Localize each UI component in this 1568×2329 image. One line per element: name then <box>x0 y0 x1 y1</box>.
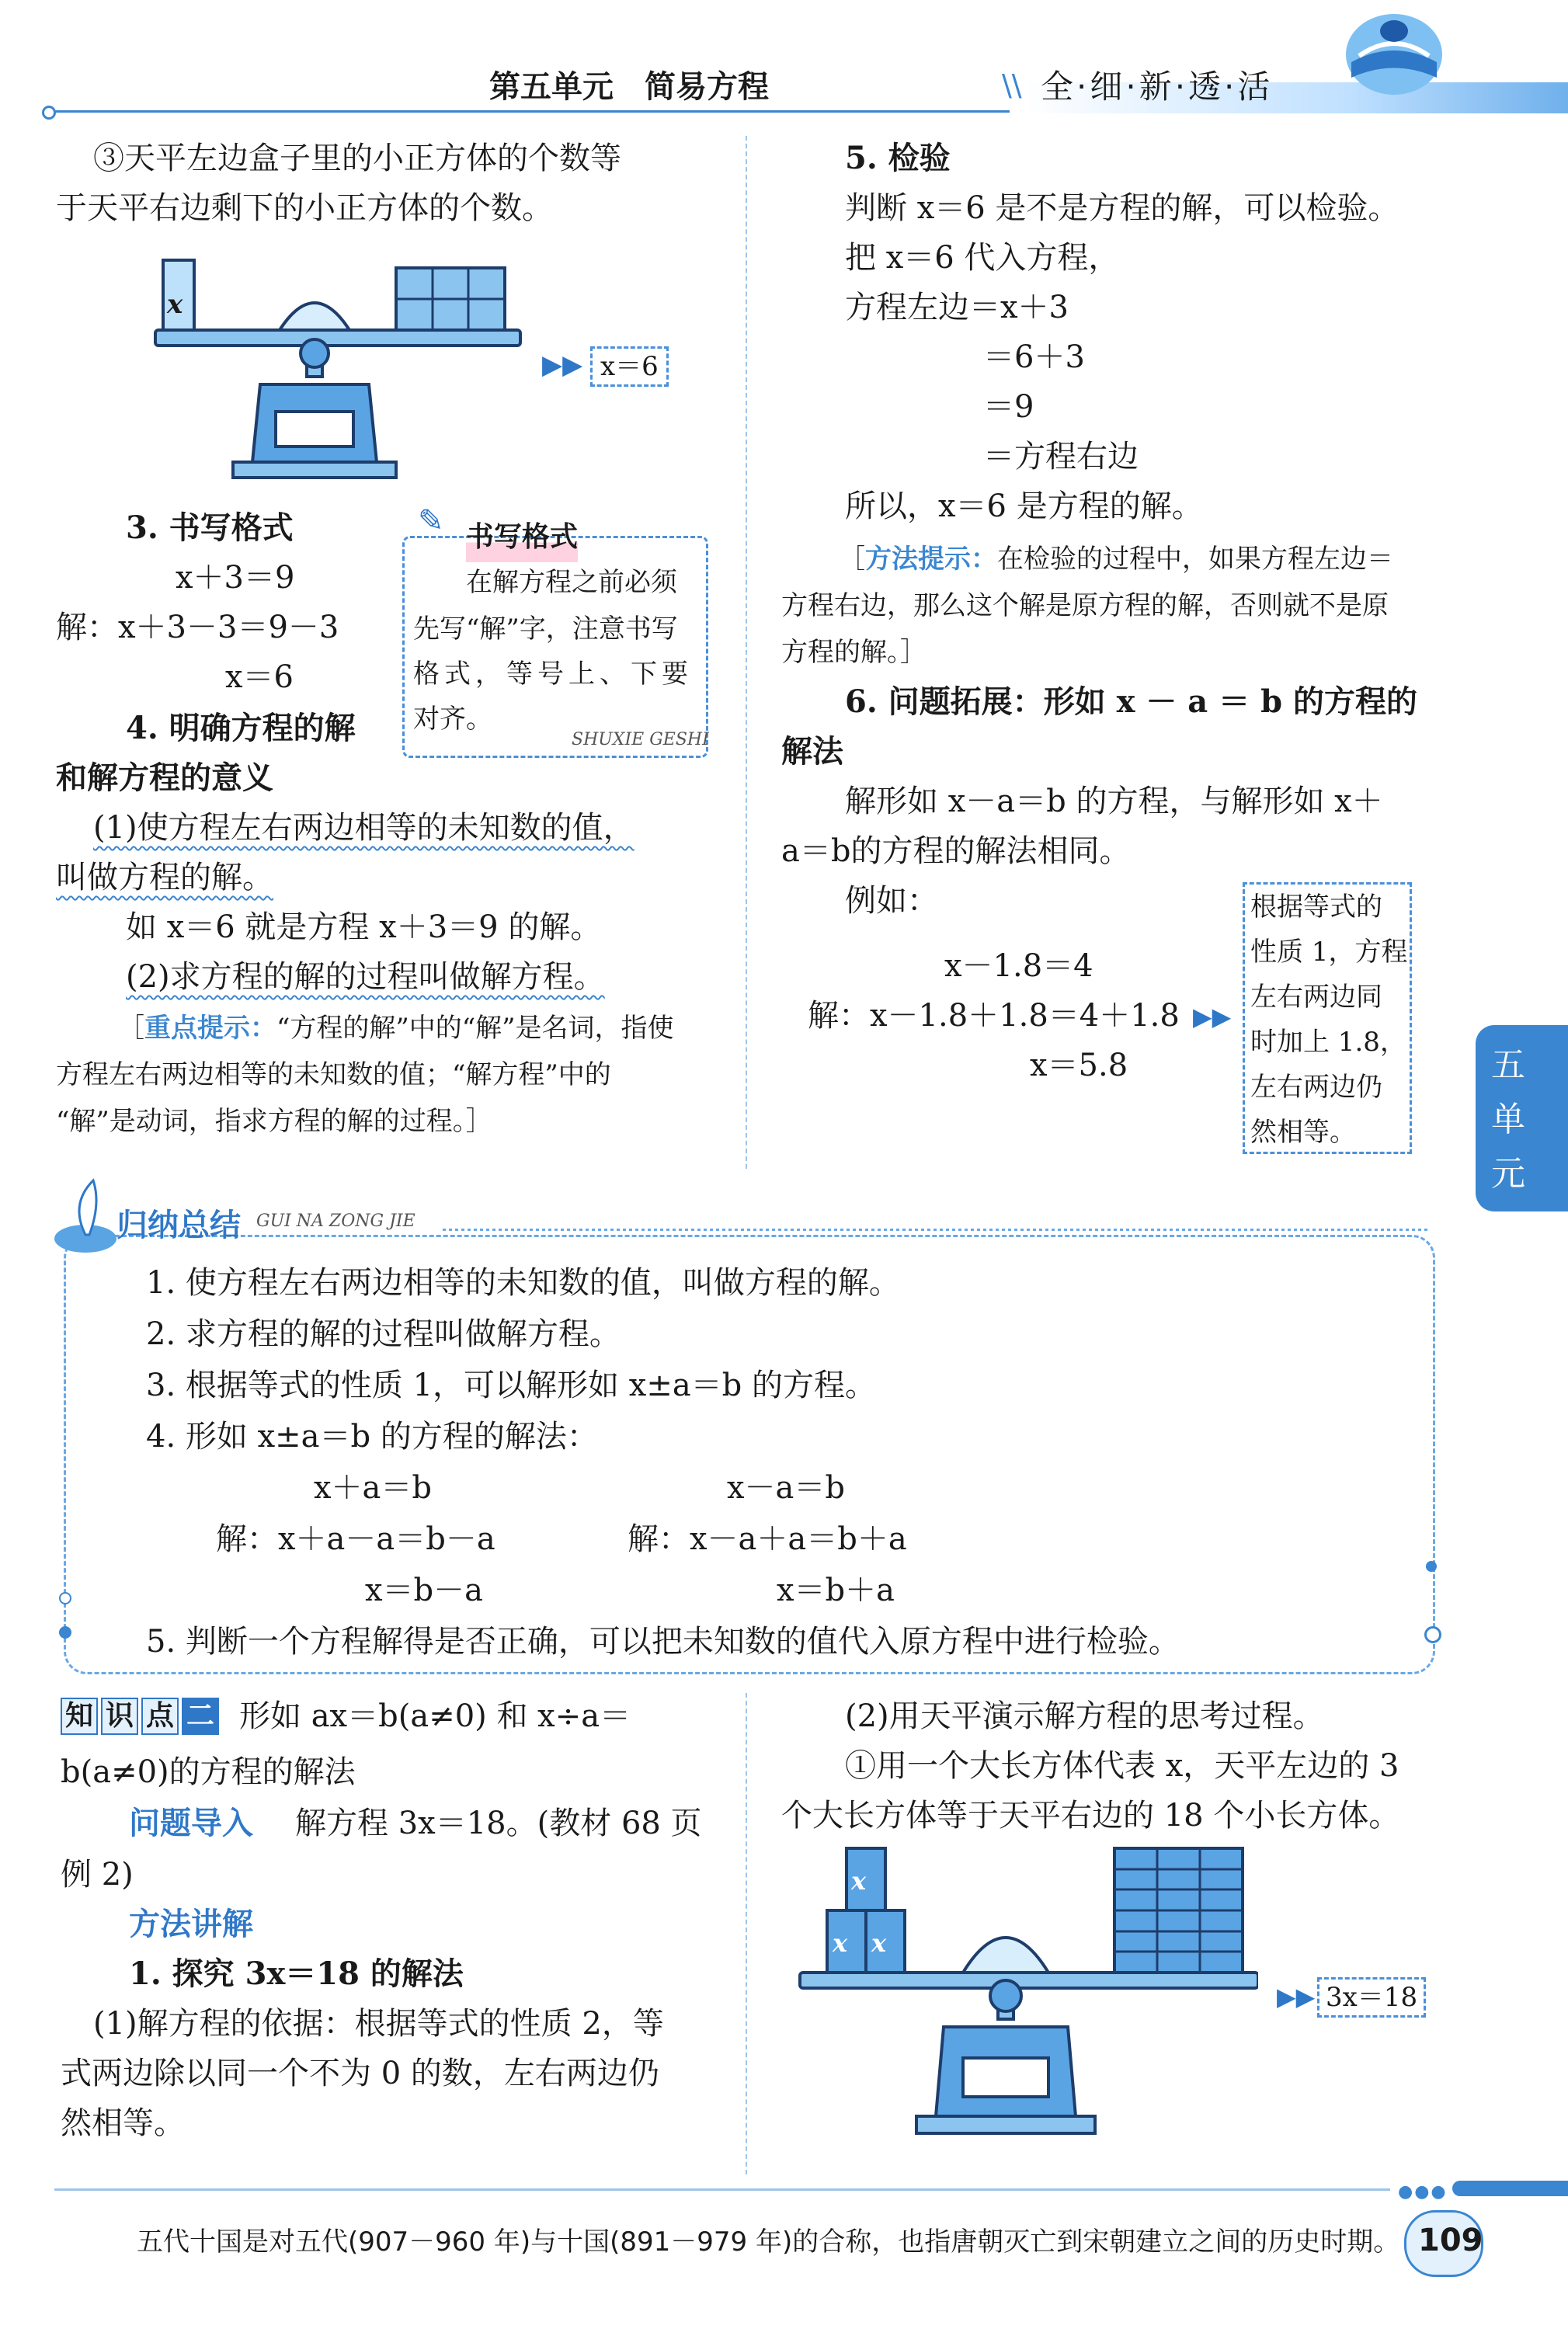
summary-item3: 3. 根据等式的性质 1，可以解形如 x±a＝b 的方程。 <box>146 1368 876 1403</box>
section6-example: 例如： <box>845 883 938 919</box>
kp2-badge-char: 二 <box>182 1698 219 1735</box>
section5-line1: 判断 x＝6 是不是方程的解，可以检验。 <box>845 190 1399 226</box>
kp2-badge-char: 识 <box>101 1698 138 1735</box>
balance2-x-right: x <box>871 1928 887 1958</box>
summary-dot <box>59 1626 71 1639</box>
side-tab-char3: 元 <box>1491 1154 1525 1194</box>
method-tip-label: 方法提示： <box>865 544 997 575</box>
side-tab-char2: 单 <box>1491 1100 1525 1139</box>
summary-a2: 解：x＋a－a＝b－a <box>216 1521 495 1557</box>
kp2-s1-title: 1. 探究 3x＝18 的解法 <box>129 1955 464 1992</box>
section3-title: 3. 书写格式 <box>126 509 294 546</box>
kp2-badge <box>61 1698 219 1735</box>
summary-a3: x＝b－a <box>365 1573 484 1608</box>
kp2-right-line3: 个大长方体等于天平右边的 18 个小长方体。 <box>781 1798 1400 1834</box>
section6-line1: 解形如 x－a＝b 的方程，与解形如 x＋ <box>845 784 1383 819</box>
note-line3: 格式，等号上、下要 <box>413 659 693 690</box>
summary-item5: 5. 判断一个方程解得是否正确，可以把未知数的值代入原方程中进行检验。 <box>146 1624 1180 1660</box>
note-title: 书写格式 <box>466 513 578 562</box>
balance1-x-label: x <box>167 289 183 320</box>
step3-line2: 于天平右边剩下的小正方体的个数。 <box>56 190 553 226</box>
method-tip-line1: ［方法提示：在检验的过程中，如果方程左边＝ <box>839 544 1393 575</box>
section4-p2: 如 x＝6 就是方程 x＋3＝9 的解。 <box>126 909 602 945</box>
history-fact: 五代十国是对五代(907－960 年)与十国(891－979 年)的合称，也指唐朝灭亡到宋朝建立之间的历史时期。 <box>137 2226 1400 2258</box>
summary-item2: 2. 求方程的解的过程叫做解方程。 <box>146 1316 621 1352</box>
section4-title-line1: 4. 明确方程的解 <box>126 710 356 746</box>
problem-intro-label: 问题导入 <box>129 1806 253 1841</box>
kp2-s1-line2: 式两边除以同一个不为 0 的数，左右两边仍 <box>61 2056 659 2091</box>
section6-eq2: 解：x－1.8＋1.8＝4＋1.8 <box>808 998 1180 1034</box>
section5-line7: 所以，x＝6 是方程的解。 <box>845 488 1203 524</box>
kp2-title-line2: b(a≠0)的方程的解法 <box>61 1754 356 1790</box>
note-line1: 在解方程之前必须 <box>466 567 677 598</box>
key-tip-line2: 方程左右两边相等的未知数的值；“解方程”中的 <box>56 1059 611 1090</box>
arrow-icon-3: ▶▶ <box>1277 1982 1316 2011</box>
section4-p1-line1 <box>93 803 635 853</box>
pencil-icon: ✎ <box>418 503 444 539</box>
section4-p3 <box>126 952 605 1002</box>
definition-solution-cont: 叫做方程的解。 <box>56 860 273 895</box>
method-tip-line3: 方程的解。］ <box>781 637 927 668</box>
problem-intro-line1: 解方程 3x＝18。(教材 68 页 <box>295 1806 702 1841</box>
note-line2: 先写“解”字，注意书写 <box>413 614 678 645</box>
section5-line3: 方程左边＝x＋3 <box>845 290 1069 325</box>
section5-line6: ＝方程右边 <box>983 439 1139 474</box>
summary-dot <box>1426 1561 1437 1572</box>
footer-bar <box>1452 2181 1568 2196</box>
page-number: 109 <box>1418 2223 1483 2258</box>
summary-item1: 1. 使方程左右两边相等的未知数的值，叫做方程的解。 <box>146 1265 900 1301</box>
section4-p1-line2 <box>56 853 273 902</box>
section6-title-line1: 6. 问题拓展：形如 x － a ＝ b 的方程的 <box>845 683 1417 720</box>
summary-dot <box>1424 1626 1441 1643</box>
section5-line2: 把 x＝6 代入方程， <box>845 240 1120 276</box>
column-divider-top <box>746 136 747 1169</box>
summary-title: 归纳总结 <box>116 1208 241 1243</box>
quill-icon <box>47 1173 124 1258</box>
result1-box: x＝6 <box>590 346 669 387</box>
header-slashes: \\ <box>1002 68 1022 103</box>
section5-line5: ＝9 <box>983 389 1034 425</box>
section5-title: 5. 检验 <box>845 140 951 176</box>
key-tip-label: 重点提示： <box>144 1013 276 1044</box>
footer-rule <box>54 2188 1390 2191</box>
key-tip-line1: ［重点提示：“方程的解”中的“解”是名词，指使 <box>118 1013 674 1044</box>
kp2-s1-line3: 然相等。 <box>61 2105 185 2141</box>
hint-line1: 根据等式的 <box>1250 892 1382 923</box>
section3-eq1: x＋3＝9 <box>176 560 295 596</box>
summary-b2: 解：x－a＋a＝b＋a <box>628 1521 907 1557</box>
column-divider-bottom <box>746 1693 747 2174</box>
summary-dot <box>59 1592 71 1604</box>
summary-item4: 4. 形如 x±a＝b 的方程的解法： <box>146 1419 598 1455</box>
hint-line6: 然相等。 <box>1250 1117 1356 1148</box>
summary-b3: x＝b＋a <box>777 1573 895 1608</box>
result2-box: 3x＝18 <box>1317 1977 1426 2018</box>
method-explain-title: 方法讲解 <box>129 1907 253 1942</box>
arrow-icon-2: ▶▶ <box>1193 1002 1232 1031</box>
balance2-x-top: x <box>851 1866 867 1896</box>
balance2-x-left: x <box>833 1928 848 1958</box>
kp2-badge-char: 知 <box>61 1698 98 1735</box>
section3-eq2: 解：x＋3－3＝9－3 <box>56 610 339 645</box>
step3-line1: ③天平左边盒子里的小正方体的个数等 <box>93 141 621 176</box>
key-tip-text1: “方程的解”中的“解”是名词，指使 <box>276 1013 674 1044</box>
method-tip-text1: 在检验的过程中，如果方程左边＝ <box>997 544 1393 575</box>
section6-title-line2: 解法 <box>781 733 843 770</box>
section5-line4: ＝6＋3 <box>983 339 1085 375</box>
section6-eq1: x－1.8＝4 <box>944 948 1093 984</box>
footer-dots: ●●● <box>1398 2182 1448 2202</box>
problem-intro-line2: 例 2) <box>61 1857 134 1893</box>
kp2-badge-char: 点 <box>141 1698 179 1735</box>
note-line4: 对齐。 <box>413 704 492 735</box>
series-slogan: 全·细·新·透·活 <box>1041 68 1274 106</box>
summary-pinyin: GUI NA ZONG JIE <box>256 1211 415 1231</box>
arrow-icon: ▶▶ <box>542 349 583 381</box>
section3-eq3: x＝6 <box>225 659 294 695</box>
method-tip-line2: 方程右边，那么这个解是原方程的解，否则就不是原 <box>781 590 1389 621</box>
summary-b1: x－a＝b <box>727 1470 846 1506</box>
summary-title-rule <box>443 1229 1429 1231</box>
definition-solving: (2)求方程的解的过程叫做解方程。 <box>126 959 605 995</box>
key-tip-line3: “解”是动词，指求方程的解的过程。］ <box>56 1106 492 1137</box>
hint-line5: 左右两边仍 <box>1250 1072 1382 1103</box>
section4-title-line2: 和解方程的意义 <box>56 760 273 796</box>
section6-eq3: x＝5.8 <box>1030 1048 1128 1083</box>
balance-scale-1 <box>124 252 544 485</box>
note-pinyin: SHUXIE GESHI <box>572 730 709 749</box>
kp2-right-line2: ①用一个大长方体代表 x，天平左边的 3 <box>845 1748 1399 1784</box>
book-logo-icon <box>1336 0 1452 101</box>
summary-a1: x＋a＝b <box>314 1470 433 1506</box>
definition-solution: (1)使方程左右两边相等的未知数的值， <box>93 810 635 846</box>
kp2-title-line1: 形如 ax＝b(a≠0) 和 x÷a＝ <box>239 1698 631 1734</box>
hint-line3: 左右两边同 <box>1250 982 1382 1013</box>
kp2-s1-line1: (1)解方程的依据：根据等式的性质 2，等 <box>93 2006 664 2042</box>
side-tab-char1: 五 <box>1491 1045 1525 1085</box>
kp2-right-line1: (2)用天平演示解方程的思考过程。 <box>845 1698 1324 1734</box>
section6-line2: a＝b的方程的解法相同。 <box>781 833 1131 869</box>
hint-line2: 性质 1，方程 <box>1250 937 1408 968</box>
header-rule-dot <box>42 106 56 120</box>
unit-title: 第五单元 简易方程 <box>489 69 769 105</box>
hint-line4: 时加上 1.8， <box>1250 1027 1406 1058</box>
